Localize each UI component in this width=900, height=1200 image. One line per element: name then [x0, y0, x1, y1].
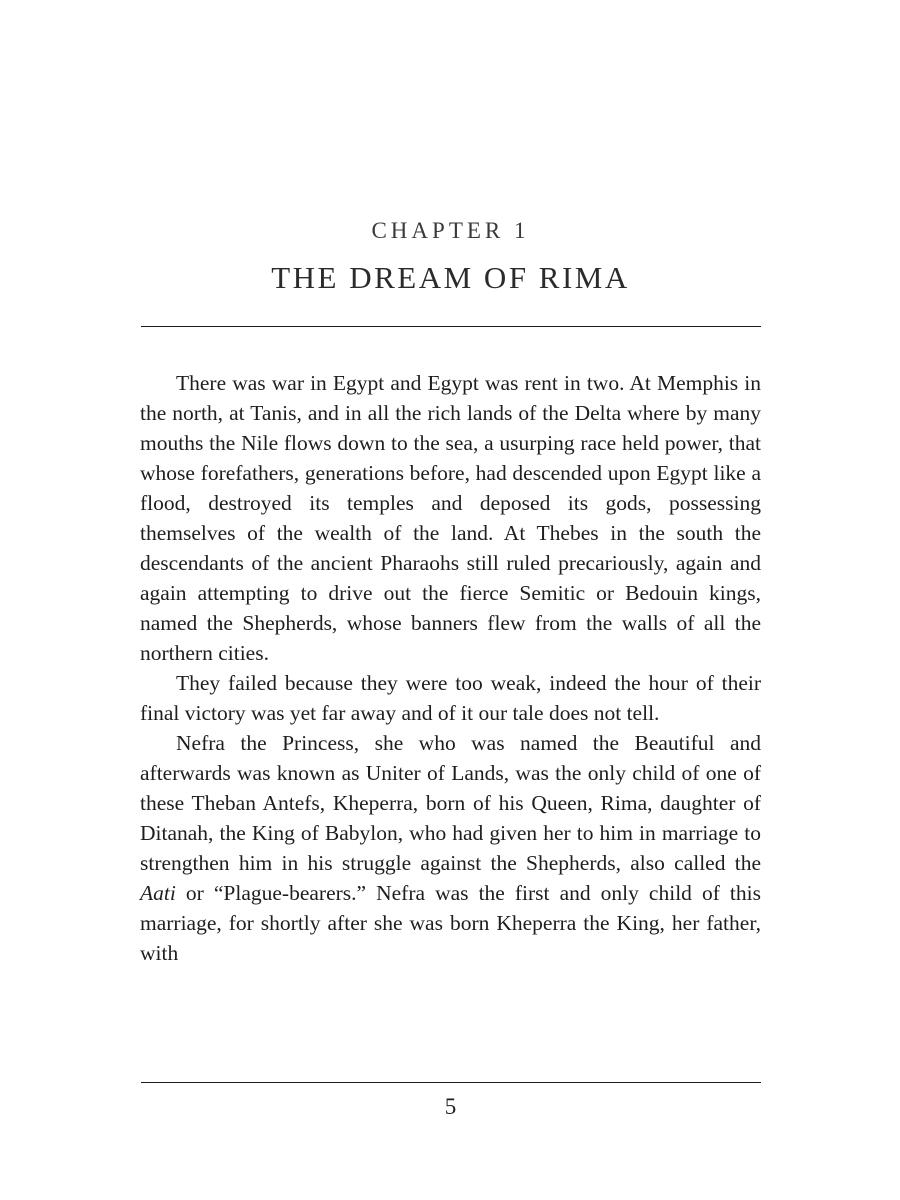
text-segment: They failed because they were too weak, indeed the hour of their final victory was yet far away and of it our tale does not tell. [140, 671, 761, 725]
paragraph [140, 728, 761, 968]
chapter-title: THE DREAM OF RIMA [271, 260, 630, 295]
body-text [140, 368, 761, 968]
text-segment: Nefra the Princess, she who was named the Beautiful and afterwards was known as Uniter of Lands, was the only child of one of these Theban Antefs, Kheperra, born of his Queen, Rima, daughter of Ditanah, the King of Babylon, who had given her to him in marriage to strengthen him in his struggle against the Shepherds, also called the [140, 731, 761, 875]
text-segment: There was war in Egypt and Egypt was rent in two. At Memphis in the north, at Tanis, and in all the rich lands of the Delta where by many mouths the Nile flows down to the sea, a usurping race held power, that whose forefathers, generations before, had descended upon Egypt like a flood, destroyed its temples and deposed its gods, possessing themselves of the wealth of the land. At Thebes in the south the descendants of the ancient Pharaohs still ruled precariously, again and again attempting to drive out the fierce Semitic or Bedouin kings, named the Shepherds, whose banners flew from the walls of all the northern cities. [140, 371, 761, 665]
bottom-rule [141, 1082, 761, 1083]
italic-text: Aati [140, 881, 176, 905]
paragraph [140, 368, 761, 668]
page-number: 5 [444, 1094, 457, 1119]
paragraph [140, 668, 761, 728]
text-segment: or “Plague-bearers.” Nefra was the first and only child of this marriage, for shortly after she was born Kheperra the King, her father, with [140, 881, 761, 965]
top-rule [141, 326, 761, 327]
chapter-label: CHAPTER 1 [371, 218, 530, 243]
